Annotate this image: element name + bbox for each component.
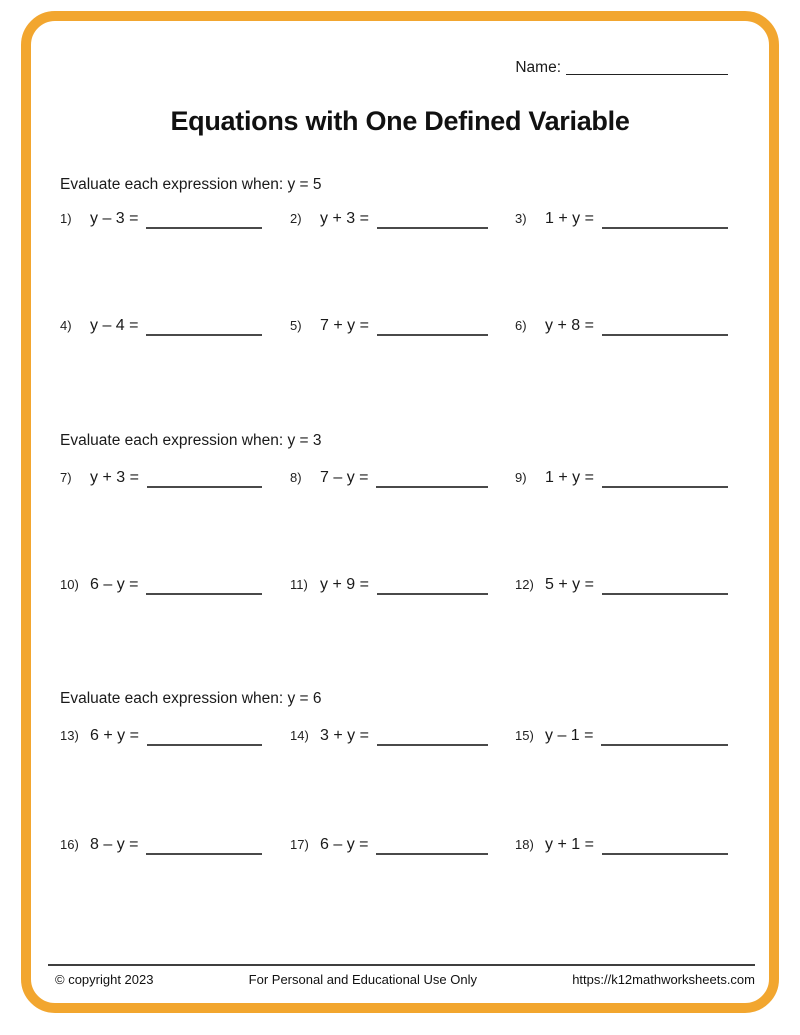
problem-expression: 6 – y =: [320, 836, 369, 853]
problem-expression: 6 – y =: [90, 576, 139, 593]
problem-11: [290, 576, 488, 602]
decorative-border: [21, 11, 779, 1013]
answer-blank-line[interactable]: [602, 853, 728, 855]
problem-number: 18): [515, 837, 534, 852]
problem-12: [515, 576, 728, 602]
section-3-heading: Evaluate each expression when: y = 6: [60, 690, 322, 707]
problem-expression: 1 + y =: [545, 469, 594, 486]
footer-usage-note: For Personal and Educational Use Only: [248, 972, 478, 987]
page-title: Equations with One Defined Variable: [170, 106, 630, 136]
problem-4: [60, 317, 262, 343]
problem-number: 3): [515, 211, 527, 226]
answer-blank-line[interactable]: [377, 334, 488, 336]
section-1-heading: Evaluate each expression when: y = 5: [60, 176, 322, 193]
problem-row: [0, 210, 800, 236]
problem-2: [290, 210, 488, 236]
problem-expression: y + 1 =: [545, 836, 594, 853]
problem-expression: 7 + y =: [320, 317, 369, 334]
problem-number: 4): [60, 318, 72, 333]
answer-blank-line[interactable]: [146, 227, 262, 229]
answer-blank-line[interactable]: [602, 334, 728, 336]
name-row: [515, 59, 728, 77]
footer-website-url: https://k12mathworksheets.com: [572, 972, 755, 987]
problem-number: 15): [515, 728, 534, 743]
problem-row: [0, 469, 800, 495]
problem-9: [515, 469, 728, 495]
problem-expression: y – 1 =: [545, 727, 594, 744]
section-2-heading: Evaluate each expression when: y = 3: [60, 432, 322, 449]
problem-row: [0, 576, 800, 602]
problem-15: [515, 727, 728, 753]
problem-expression: y – 3 =: [90, 210, 139, 227]
problem-row: [0, 317, 800, 343]
answer-blank-line[interactable]: [377, 593, 488, 595]
problem-number: 11): [290, 577, 308, 592]
problem-5: [290, 317, 488, 343]
problem-expression: 7 – y =: [320, 469, 369, 486]
problem-number: 14): [290, 728, 309, 743]
answer-blank-line[interactable]: [147, 744, 262, 746]
problem-16: [60, 836, 262, 862]
answer-blank-line[interactable]: [146, 593, 262, 595]
problem-expression: 8 – y =: [90, 836, 139, 853]
name-blank-line[interactable]: [566, 74, 728, 75]
problem-14: [290, 727, 488, 753]
footer: [48, 972, 755, 987]
answer-blank-line[interactable]: [602, 227, 728, 229]
problem-expression: y + 9 =: [320, 576, 369, 593]
problem-row: [0, 727, 800, 753]
problem-17: [290, 836, 488, 862]
problem-number: 2): [290, 211, 302, 226]
problem-number: 7): [60, 470, 72, 485]
problem-6: [515, 317, 728, 343]
answer-blank-line[interactable]: [146, 853, 262, 855]
problem-number: 1): [60, 211, 72, 226]
problem-expression: 5 + y =: [545, 576, 594, 593]
problem-13: [60, 727, 262, 753]
answer-blank-line[interactable]: [376, 486, 488, 488]
problem-10: [60, 576, 262, 602]
problem-expression: 3 + y =: [320, 727, 369, 744]
answer-blank-line[interactable]: [601, 744, 728, 746]
problem-7: [60, 469, 262, 495]
problem-expression: 6 + y =: [90, 727, 139, 744]
footer-divider: [48, 964, 755, 966]
problem-expression: y – 4 =: [90, 317, 139, 334]
problem-number: 9): [515, 470, 527, 485]
answer-blank-line[interactable]: [376, 853, 488, 855]
problem-expression: y + 3 =: [90, 469, 139, 486]
problem-expression: 1 + y =: [545, 210, 594, 227]
problem-1: [60, 210, 262, 236]
problem-3: [515, 210, 728, 236]
footer-copyright: © copyright 2023: [55, 972, 154, 987]
problem-number: 16): [60, 837, 79, 852]
problem-number: 5): [290, 318, 302, 333]
problem-number: 17): [290, 837, 309, 852]
answer-blank-line[interactable]: [377, 744, 488, 746]
answer-blank-line[interactable]: [602, 486, 728, 488]
problem-number: 6): [515, 318, 527, 333]
answer-blank-line[interactable]: [146, 334, 262, 336]
name-label: Name:: [515, 59, 561, 76]
problem-row: [0, 836, 800, 862]
answer-blank-line[interactable]: [147, 486, 262, 488]
problem-expression: y + 3 =: [320, 210, 369, 227]
problem-expression: y + 8 =: [545, 317, 594, 334]
problem-number: 12): [515, 577, 534, 592]
problem-8: [290, 469, 488, 495]
problem-number: 13): [60, 728, 79, 743]
problem-number: 8): [290, 470, 302, 485]
answer-blank-line[interactable]: [602, 593, 728, 595]
answer-blank-line[interactable]: [377, 227, 488, 229]
problem-18: [515, 836, 728, 862]
problem-number: 10): [60, 577, 79, 592]
